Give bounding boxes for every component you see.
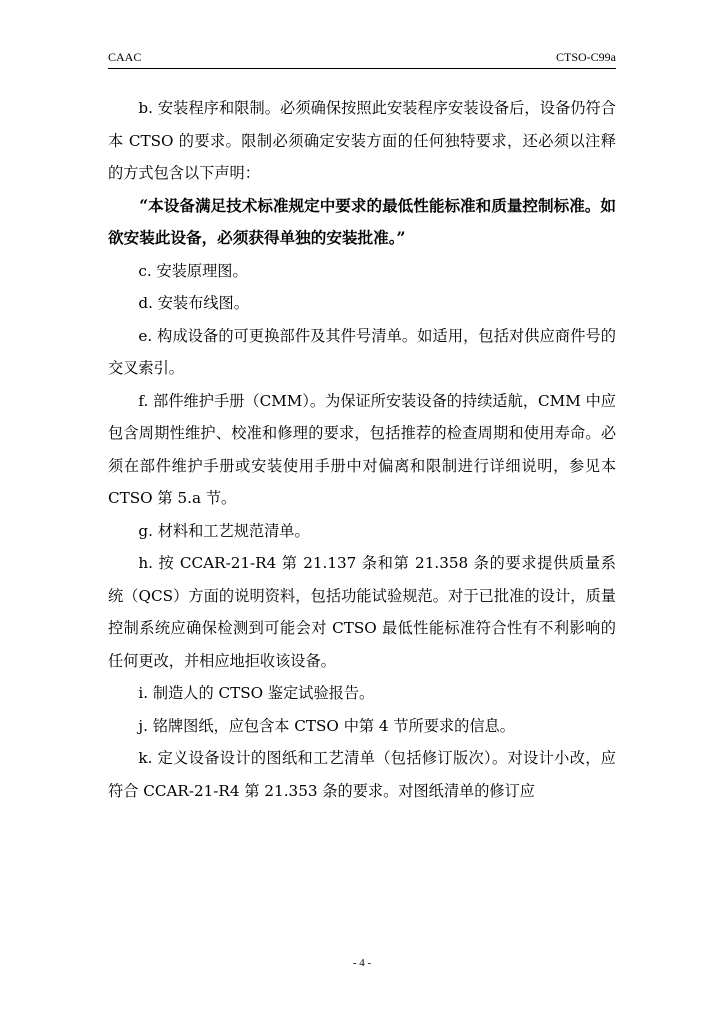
paragraph-d-wiring: d. 安装布线图。: [138, 294, 249, 312]
paragraph-b-installation-procedure: b. 安装程序和限制。必须确保按照此安装程序安装设备后，设备仍符合本 CTSO 的要求。限制必须确定安装方面的任何独特要求，还必须以注释的方式包含以下声明：: [108, 99, 616, 182]
paragraph-h-qcs: h. 按 CCAR-21-R4 第 21.137 条和第 21.358 条的要求提供质量系统（QCS）方面的说明资料，包括功能试验规范。对于已批准的设计，质量控制系统应确保检测到可能会对 CTSO 最低性能标准符合性有不利影响的任何更改，并相应地拒收该设备。: [108, 554, 616, 670]
paragraph-k-drawings: k. 定义设备设计的图纸和工艺清单（包括修订版次）。对设计小改，应符合 CCAR-21-R4 第 21.353 条的要求。对图纸清单的修订应: [108, 749, 616, 800]
paragraph-c-schematic: c. 安装原理图。: [138, 261, 248, 280]
page-number: - 4 -: [352, 957, 372, 969]
paragraph-f-cmm: f. 部件维护手册（CMM）。为保证所安装设备的持续适航，CMM 中应包含周期性维护、校准和修理的要求，包括推荐的检查周期和使用寿命。必须在部件维护手册或安装使用手册中对偏离和限制进行详细说明，参见本 CTSO 第 5.a 节。: [108, 391, 616, 507]
page-header: [108, 50, 616, 66]
paragraph-required-statement: “本设备满足技术标准规定中要求的最低性能标准和质量控制标准。如欲安装此设备，必须获得单独的安装批准。”: [108, 195, 616, 247]
paragraph-e-parts-list: e. 构成设备的可更换部件及其件号清单。如适用，包括对供应商件号的交叉索引。: [108, 326, 616, 377]
document-body: [108, 92, 616, 807]
paragraph-i-test-report: i. 制造人的 CTSO 鉴定试验报告。: [138, 684, 375, 702]
header-right-doc-id: CTSO-C99a: [556, 50, 616, 64]
paragraph-g-materials: g. 材料和工艺规范清单。: [138, 521, 310, 540]
header-rule: [108, 68, 616, 69]
paragraph-j-nameplate: j. 铭牌图纸，应包含本 CTSO 中第 4 节所要求的信息。: [138, 716, 515, 735]
header-left-org: CAAC: [108, 50, 142, 64]
